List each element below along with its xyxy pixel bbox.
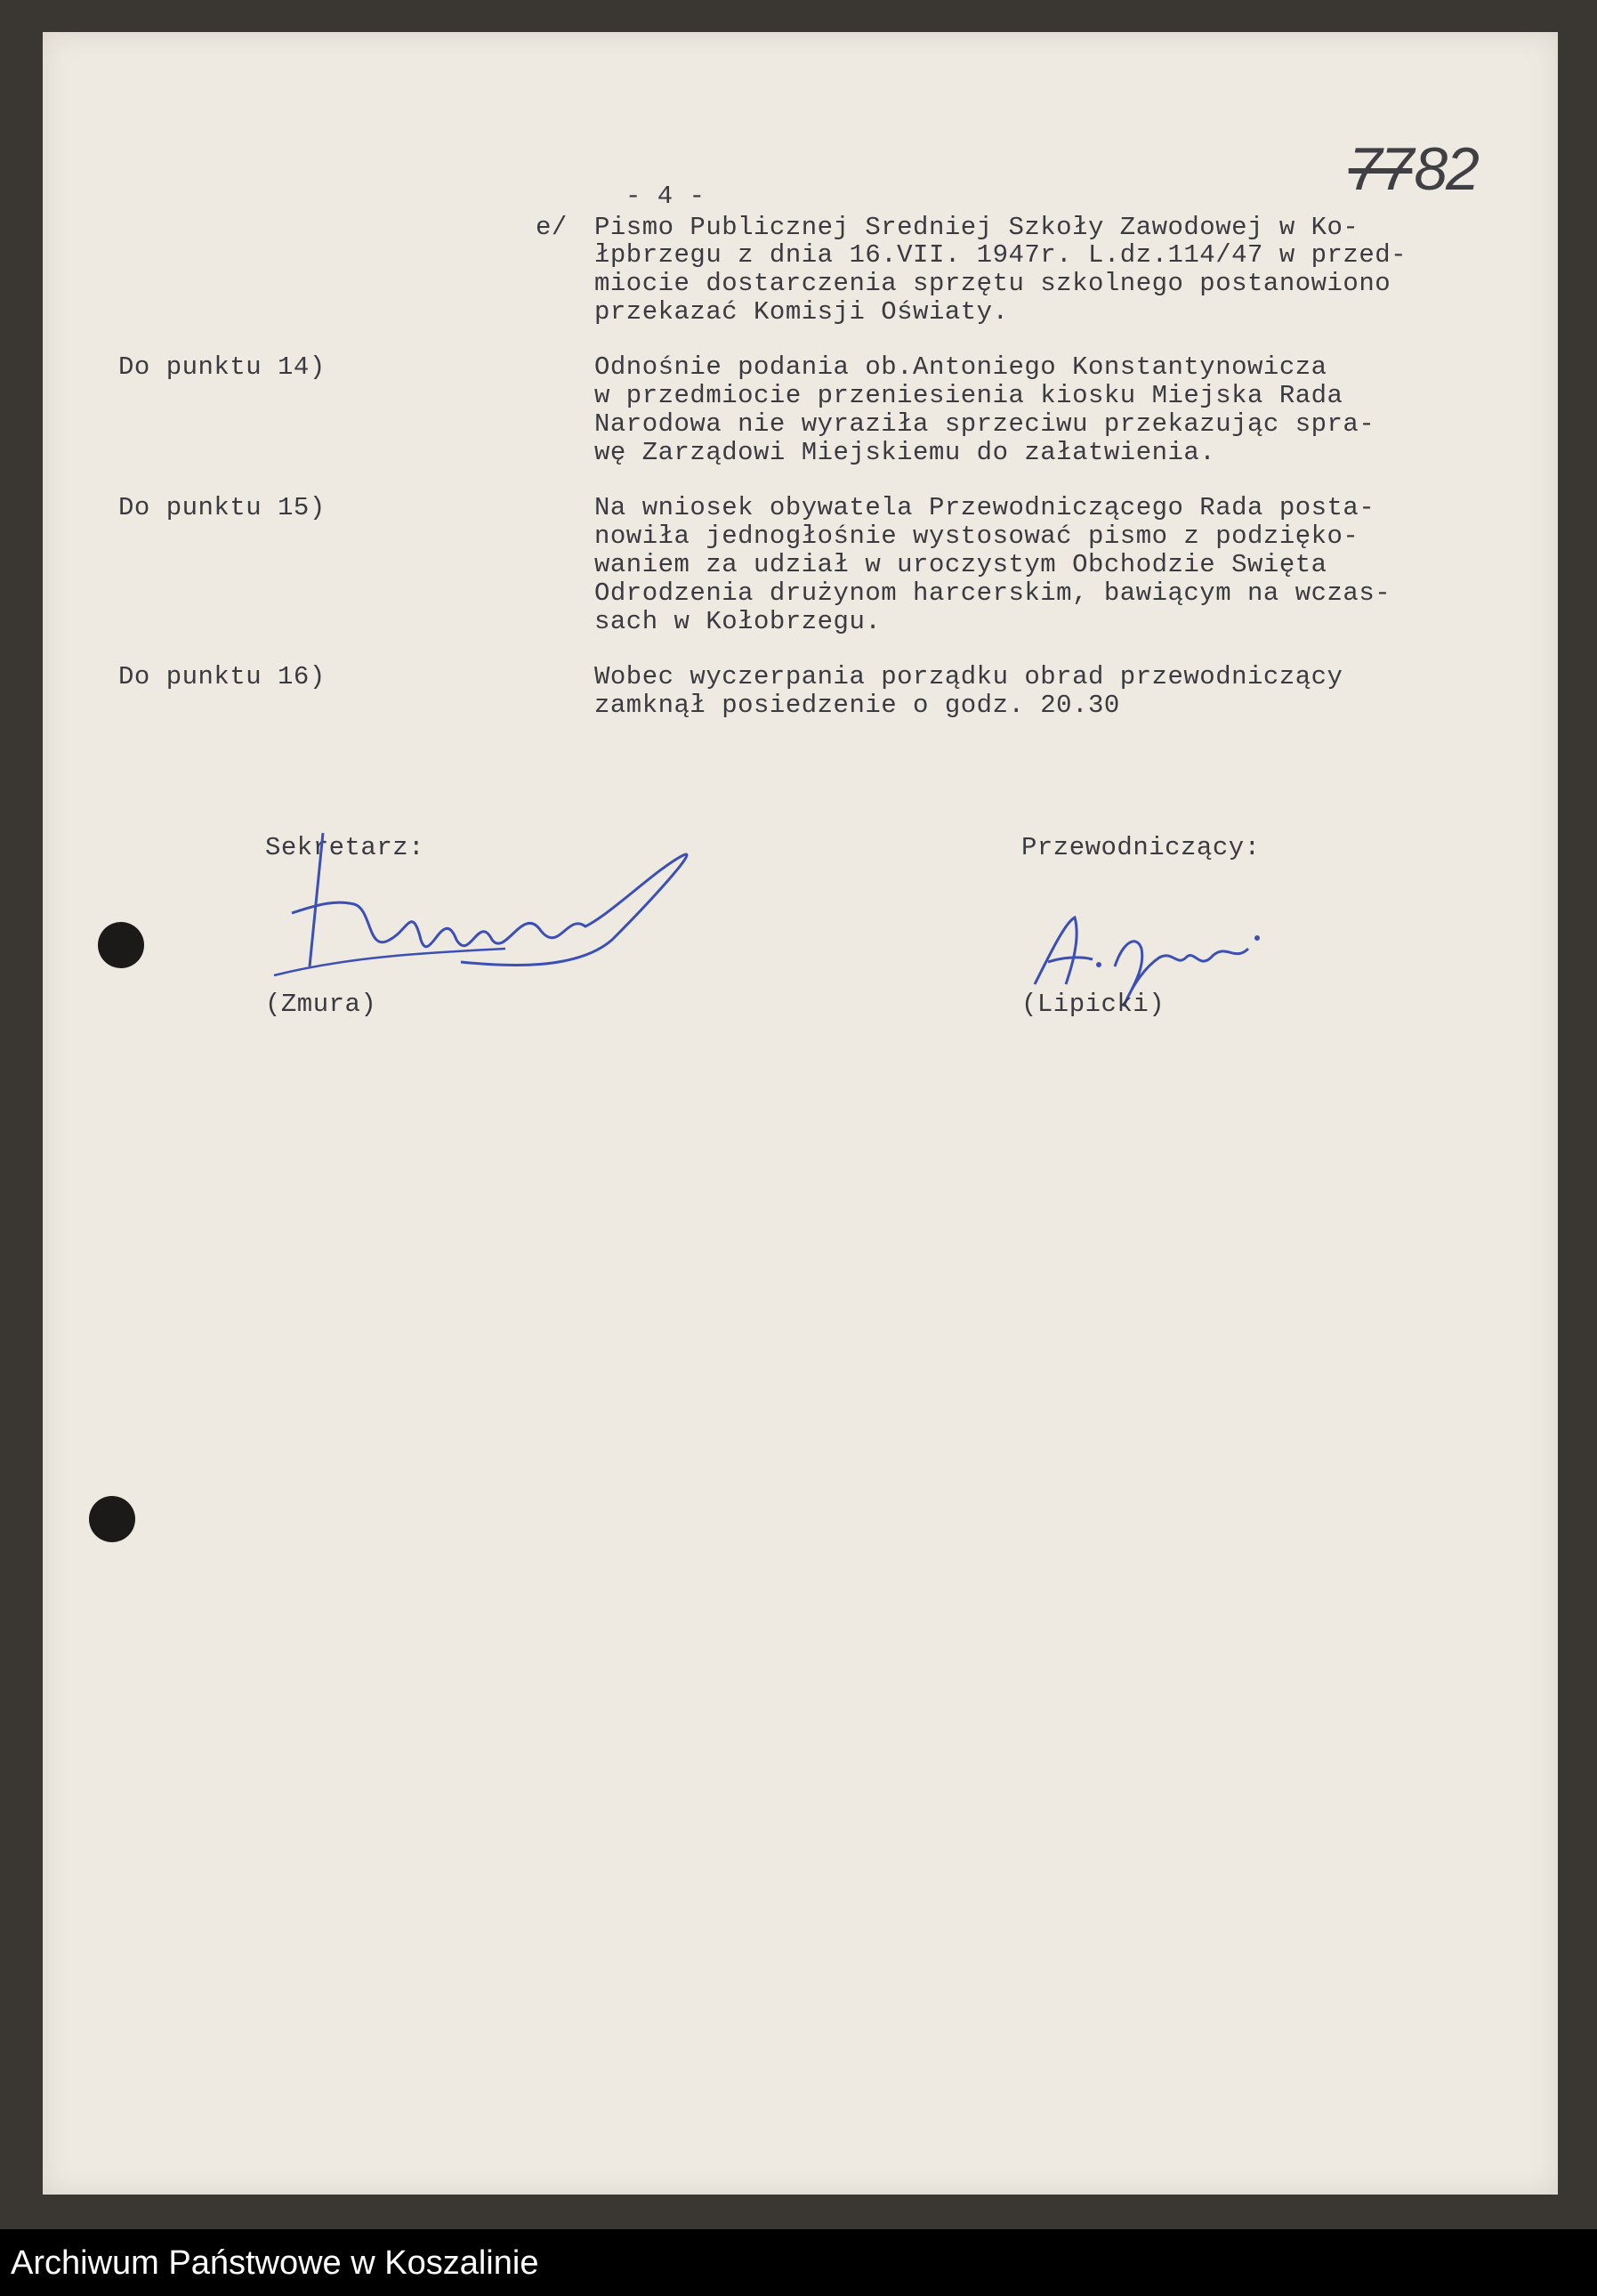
document-page [43, 32, 1558, 2195]
item-e-marker: e/ [536, 213, 568, 242]
chairman-title: Przewodniczący: [1021, 833, 1261, 862]
secretary-signature [238, 806, 737, 993]
point-14-label: Do punktu 14) [118, 352, 326, 382]
current-reference-number: 82 [1414, 135, 1478, 203]
item-e-line-4: przekazać Komisji Oświaty. [594, 297, 1009, 327]
secretary-name: (Zmura) [265, 990, 377, 1019]
point-15-line-5: sach w Kołobrzegu. [594, 607, 882, 636]
point-16-label: Do punktu 16) [118, 662, 326, 691]
point-14-line-4: wę Zarządowi Miejskiemu do załatwienia. [594, 438, 1216, 467]
point-15-line-3: waniem za udział w uroczystym Obchodzie Swięta [594, 550, 1327, 579]
point-15-line-2: nowiła jednogłośnie wystosować pismo z podzięko- [594, 521, 1359, 551]
item-e-line-2: łpbrzegu z dnia 16.VII. 1947r. L.dz.114/47 w przed- [594, 240, 1407, 270]
point-15-line-4: Odrodzenia drużynom harcerskim, bawiącym na wczas- [594, 578, 1391, 608]
archive-name: Archiwum Państwowe w Koszalinie [11, 2244, 539, 2282]
struck-reference-number: 77 [1348, 135, 1413, 203]
secretary-title: Sekretarz: [265, 833, 425, 862]
point-14-line-1: Odnośnie podania ob.Antoniego Konstantynowicza [594, 352, 1327, 382]
punch-hole-top [98, 922, 144, 968]
point-16-line-1: Wobec wyczerpania porządku obrad przewodniczący [594, 662, 1343, 691]
item-e-line-1: Pismo Publicznej Sredniej Szkoły Zawodowej w Ko- [594, 213, 1359, 242]
point-14-line-2: w przedmiocie przeniesienia kiosku Miejska Rada [594, 381, 1343, 410]
chairman-name: (Lipicki) [1021, 990, 1165, 1019]
page-number: - 4 - [625, 182, 706, 211]
archive-footer [0, 2229, 1597, 2296]
point-14-line-3: Narodowa nie wyraziła sprzeciwu przekazując spra- [594, 409, 1375, 439]
archive-reference-number [1349, 134, 1478, 204]
punch-hole-bottom [89, 1496, 135, 1542]
item-e-line-3: miocie dostarczenia sprzętu szkolnego postanowiono [594, 269, 1391, 298]
point-15-label: Do punktu 15) [118, 493, 326, 522]
point-15-line-1: Na wniosek obywatela Przewodniczącego Rada posta- [594, 493, 1375, 522]
point-16-line-2: zamknął posiedzenie o godz. 20.30 [594, 691, 1120, 720]
